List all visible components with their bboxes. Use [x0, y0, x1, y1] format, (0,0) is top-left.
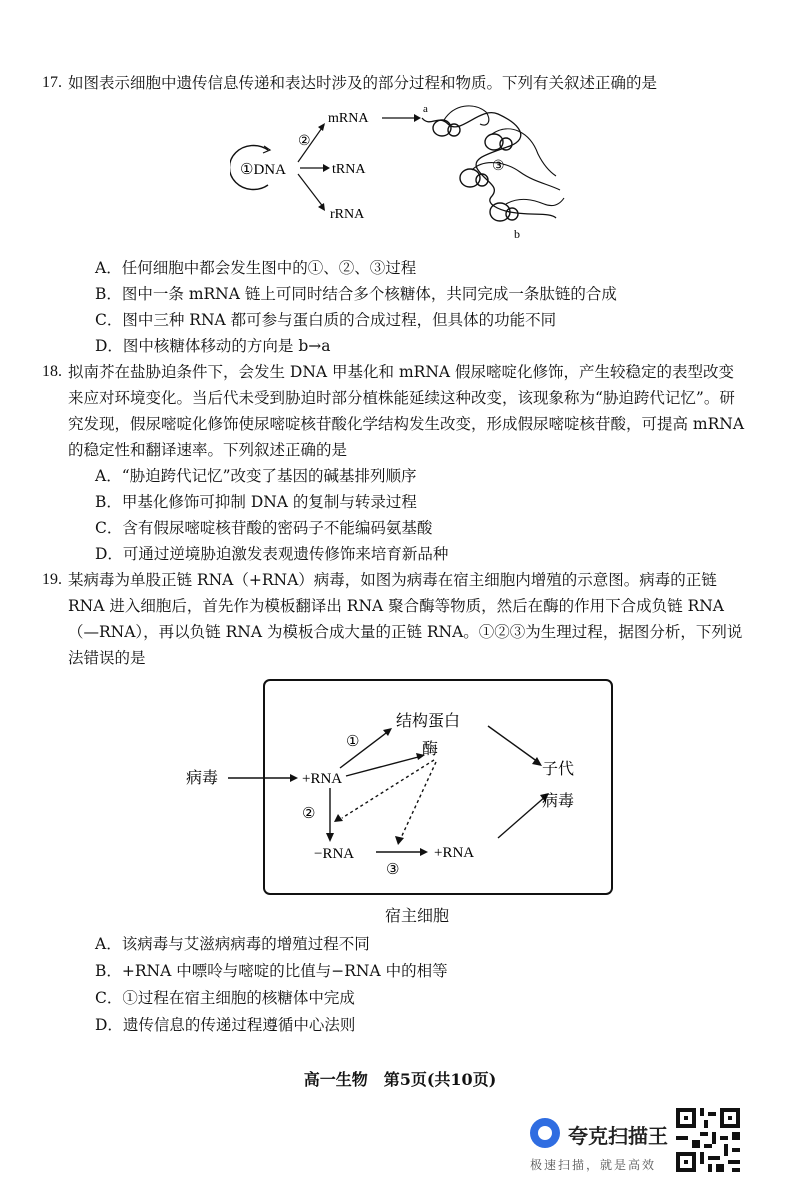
watermark-name: 夸克扫描王: [568, 1124, 668, 1148]
q19-figure: [180, 678, 620, 900]
quark-logo-icon: [530, 1118, 560, 1148]
host-cell-caption: 宿主细胞: [385, 906, 450, 925]
question-stem: 拟南芥在盐胁迫条件下，会发生 DNA 甲基化和 mRNA 假尿嘧啶化修饰，产生较稳定的表型改变来应对环境变化。当后代未受到胁迫时部分植株能延续这种改变，该现象称为“胁迫跨代记忆”。研究发现，假尿嘧啶化修饰使尿嘧啶核苷酸化学结构发生改变，形成假尿嘧啶核苷酸，可提高 mRNA 的稳定性和翻译速率。下列叙述正确的是: [68, 363, 745, 459]
question-stem: 某病毒为单股正链 RNA（+RNA）病毒，如图为病毒在宿主细胞内增殖的示意图。病毒的正链 RNA 进入细胞后，首先作为模板翻译出 RNA 聚合酶等物质，然后在酶的作用下合成负链 RNA（—RNA），再以负链 RNA 为模板合成大量的正链 RNA。①②③为生理过程，据图分析，下列说法错误的是: [68, 571, 743, 667]
end-b-label: b: [514, 227, 520, 241]
scanner-watermark: [530, 1116, 670, 1172]
dna-label: ①DNA: [240, 162, 286, 178]
structural-protein-label: 结构蛋白: [396, 713, 461, 730]
trna-label: tRNA: [332, 162, 366, 177]
q19-option-c: C．①过程在宿主细胞的核糖体中完成: [95, 989, 355, 1007]
watermark-slogan: 极速扫描，就是高效: [530, 1158, 657, 1172]
q17-option-c: C．图中三种 RNA 都可参与蛋白质的合成过程，但具体的功能不同: [95, 311, 557, 329]
q19-option-d: D．遗传信息的传递过程遵循中心法则: [95, 1016, 356, 1034]
question-19: [42, 567, 748, 671]
q19-option-a: A．该病毒与艾滋病病毒的增殖过程不同: [95, 935, 370, 953]
virus-label: 病毒: [186, 770, 219, 787]
progeny-label-2: 病毒: [542, 793, 575, 810]
question-stem: 如图表示细胞中遗传信息传递和表达时涉及的部分过程和物质。下列有关叙述正确的是: [68, 74, 658, 92]
qr-code-icon: [676, 1108, 740, 1172]
q19-option-b: B．+RNA 中嘌呤与嘧啶的比值与−RNA 中的相等: [95, 962, 448, 980]
question-17: [42, 70, 748, 96]
question-number: 18.: [42, 363, 62, 380]
minus-rna-label: −RNA: [314, 846, 355, 862]
rrna-label: rRNA: [330, 207, 365, 222]
mrna-strand: [422, 113, 556, 218]
q18-option-c: C．含有假尿嘧啶核苷酸的密码子不能编码氨基酸: [95, 519, 433, 537]
q18-option-b: B．甲基化修饰可抑制 DNA 的复制与转录过程: [95, 493, 417, 511]
q17-option-a: A．任何细胞中都会发生图中的①、②、③过程: [95, 259, 417, 277]
q18-option-a: A．“胁迫跨代记忆”改变了基因的碱基排列顺序: [95, 467, 417, 485]
page-footer: 高一生物 第5页(共10页): [303, 1070, 497, 1089]
plus-rna-label: +RNA: [302, 771, 343, 787]
question-number: 19.: [42, 571, 62, 588]
q17-figure: [230, 100, 570, 245]
q17-option-d: D．图中核糖体移动的方向是 b→a: [95, 337, 331, 355]
plus-rna-2-label: +RNA: [434, 845, 475, 861]
question-18: [42, 359, 748, 463]
question-number: 17.: [42, 74, 62, 91]
process-3-label: ③: [386, 862, 400, 878]
process-1-label: ①: [346, 734, 360, 750]
q17-option-b: B．图中一条 mRNA 链上可同时结合多个核糖体，共同完成一条肽链的合成: [95, 285, 617, 303]
process-3-label: ③: [492, 159, 505, 174]
process-2-label: ②: [298, 134, 311, 149]
ribosomes: [433, 120, 518, 221]
end-a-label: a: [423, 103, 428, 115]
mrna-label: mRNA: [328, 111, 369, 126]
enzyme-label: 酶: [422, 741, 439, 758]
process-2-label: ②: [302, 806, 316, 822]
q18-option-d: D．可通过逆境胁迫激发表观遗传修饰来培育新品种: [95, 545, 449, 563]
progeny-label-1: 子代: [542, 761, 575, 778]
